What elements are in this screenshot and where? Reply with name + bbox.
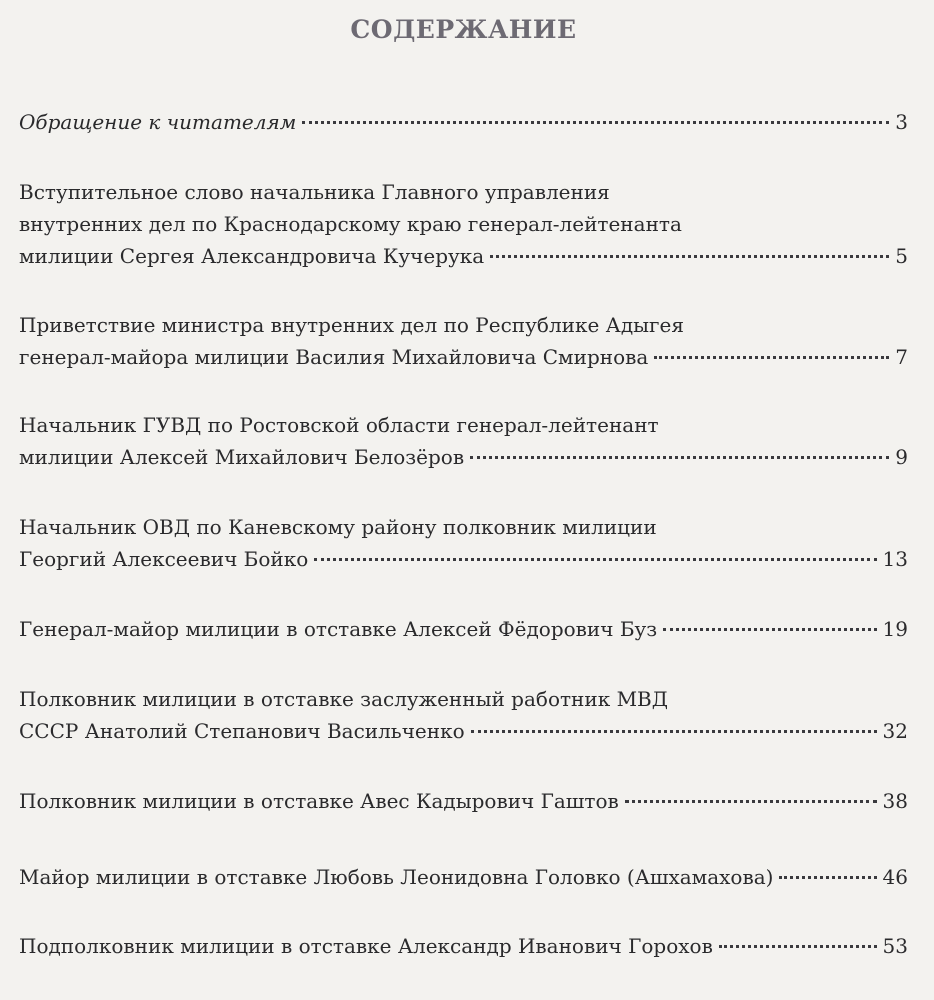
toc-entry-boyko [19,511,908,575]
toc-entry-buz [19,613,908,645]
toc-entry-vasilchenko [19,683,908,747]
toc-page-number: 46 [882,865,908,889]
toc-page-number: 19 [882,617,908,641]
toc-entry-gashtov [19,785,908,817]
toc-entry-title: Подполковник милиции в отставке Александр Иванович Горохов [19,934,713,958]
toc-page-number: 9 [895,445,908,469]
toc-entry-reader-address [19,106,908,138]
toc-page-number: 32 [882,719,908,743]
toc-page-number: 5 [895,244,908,268]
dot-leader [654,356,889,359]
toc-entry-line: Начальник ОВД по Каневскому району полковник милиции [19,515,657,539]
toc-page-number: 53 [882,934,908,958]
dot-leader [719,945,877,948]
dot-leader [625,800,877,803]
dot-leader [302,121,889,124]
toc-entry-line: Полковник милиции в отставке заслуженный работник МВД [19,687,669,711]
toc-entry-smirnov [19,309,908,373]
toc-entry-line: Вступительное слово начальника Главного управления [19,180,610,204]
dot-leader [471,730,877,733]
toc-entry-title: Полковник милиции в отставке Авес Кадырович Гаштов [19,789,619,813]
toc-entry-title: СССР Анатолий Степанович Васильченко [19,719,465,743]
toc-entry-belozerov [19,409,908,473]
toc-page-number: 7 [895,345,908,369]
toc-entry-title: Майор милиции в отставке Любовь Леонидовна Головко (Ашхамахова) [19,865,774,889]
toc-entry-gorokhov [19,930,908,962]
toc-entry-line: внутренних дел по Краснодарскому краю генерал-лейтенанта [19,212,682,236]
toc-page-number: 13 [882,547,908,571]
dot-leader [779,876,876,879]
dot-leader [314,558,876,561]
toc-entry-line: Приветствие министра внутренних дел по Республике Адыгея [19,313,684,337]
toc-entry-title: Генерал-майор милиции в отставке Алексей Фёдорович Буз [19,617,658,641]
dot-leader [663,628,876,631]
toc-title: СОДЕРЖАНИЕ [350,15,577,44]
toc-entry-kucheruk [19,176,908,272]
toc-entry-golovko [19,861,908,893]
toc-entry-title: милиции Сергея Александровича Кучерука [19,244,485,268]
dot-leader [490,255,889,258]
toc-entry-line: Начальник ГУВД по Ростовской области генерал-лейтенант [19,413,659,437]
toc-entry-title: генерал-майора милиции Василия Михайловича Смирнова [19,345,649,369]
toc-page-number: 3 [895,110,908,134]
toc-entry-title: Обращение к читателям [19,110,297,134]
toc-entry-title: милиции Алексей Михайлович Белозёров [19,445,465,469]
dot-leader [470,456,889,459]
toc-entry-title: Георгий Алексеевич Бойко [19,547,309,571]
toc-page-number: 38 [882,789,908,813]
